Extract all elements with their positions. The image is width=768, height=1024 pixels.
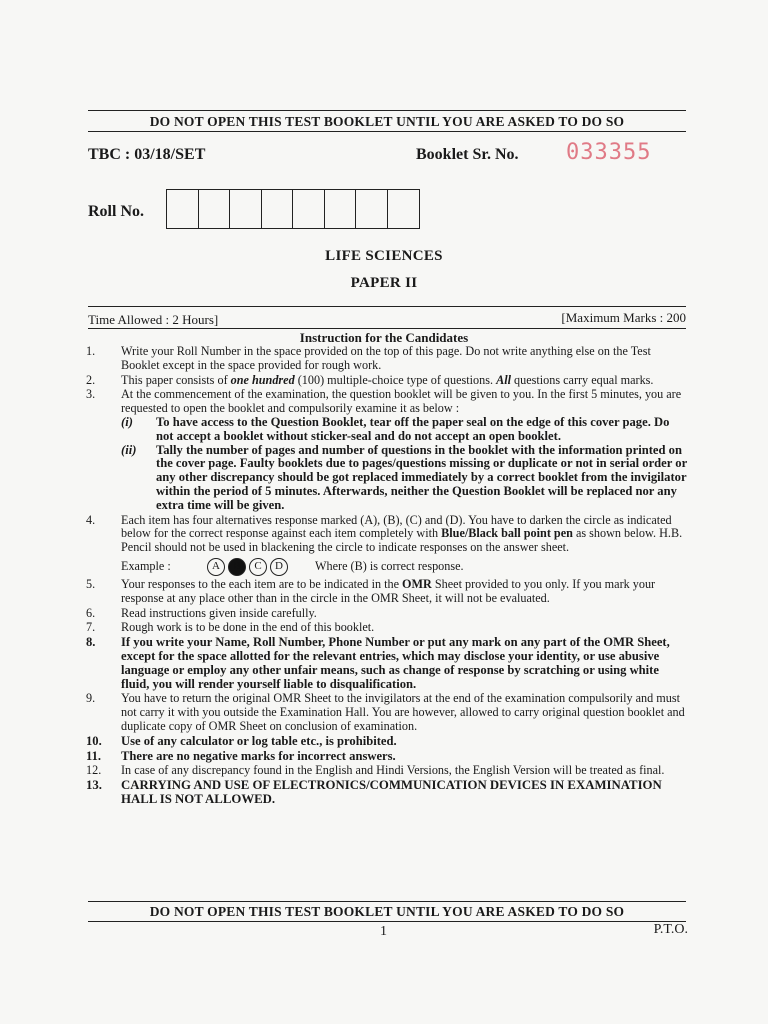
- instruction-number: 4.: [86, 512, 96, 527]
- instruction-8: [86, 636, 688, 691]
- bubble-b-filled: B: [228, 558, 246, 576]
- roll-number-box[interactable]: [325, 190, 357, 228]
- instruction-number: 11.: [86, 748, 102, 763]
- instruction-10: [86, 735, 688, 749]
- instruction-9: [86, 692, 688, 733]
- roll-number-box[interactable]: [230, 190, 262, 228]
- roll-number-box[interactable]: [262, 190, 294, 228]
- instructions-list: [86, 345, 688, 808]
- pto-label: P.T.O.: [653, 922, 688, 937]
- sub-instruction-number: (ii): [121, 442, 137, 457]
- example-label: Example :: [121, 559, 171, 574]
- sub-instruction-text: To have access to the Question Booklet, tear off the paper seal on the edge of this cover page. Do not accept a booklet without sticker-seal and do not accept an open booklet.: [156, 414, 670, 443]
- instruction-number: 8.: [86, 635, 96, 650]
- instruction-text: This paper consists of: [121, 372, 231, 387]
- instruction-number: 7.: [86, 620, 96, 635]
- instruction-3-i: [121, 416, 688, 444]
- tbc-code: TBC : 03/18/SET: [88, 146, 206, 163]
- instruction-text: There are no negative marks for incorrect answers.: [121, 748, 396, 763]
- instruction-text: Sheet provided to you only. If you mark your response at any place other than in the circle in the OMR Sheet, it will not be evaluated.: [121, 576, 656, 605]
- instruction-5: [86, 578, 688, 606]
- roll-number-boxes[interactable]: [166, 189, 420, 229]
- instruction-text: questions carry equal marks.: [510, 372, 654, 387]
- bubble-c: C: [249, 558, 267, 576]
- instructions-title: Instruction for the Candidates: [299, 330, 469, 345]
- top-rule: [88, 110, 686, 111]
- instruction-number: 6.: [86, 605, 96, 620]
- meta-rule-bottom: [88, 328, 686, 329]
- instruction-3-ii: [121, 444, 688, 513]
- instruction-1: [86, 345, 688, 373]
- instruction-emphasis: Blue/Black ball point pen: [441, 526, 573, 541]
- booklet-sr-number: 033355: [566, 140, 652, 165]
- instruction-text: You have to return the original OMR Sheet to the invigilators at the end of the examination compulsorily and must not carry it with you outside the Examination Hall. You are however, allowed to carry original question booklet and duplicate copy of OMR Sheet on conclusion of examination.: [121, 691, 685, 733]
- instruction-text: CARRYING AND USE OF ELECTRONICS/COMMUNICATION DEVICES IN EXAMINATION HALL IS NOT ALLOWED.: [121, 778, 662, 806]
- roll-number-box[interactable]: [356, 190, 388, 228]
- instruction-text: At the commencement of the examination, the question booklet will be given to you. In the first 5 minutes, you are requested to open the booklet and compulsorily examine it as below :: [121, 387, 682, 416]
- meta-rule-top: [88, 306, 686, 307]
- instruction-7: [86, 621, 688, 635]
- instruction-11: [86, 750, 688, 764]
- roll-number-box[interactable]: [199, 190, 231, 228]
- instruction-number: 10.: [86, 733, 102, 748]
- subject-title: LIFE SCIENCES: [325, 248, 443, 264]
- bottom-warning-banner: DO NOT OPEN THIS TEST BOOKLET UNTIL YOU ARE ASKED TO DO SO: [149, 904, 625, 919]
- instruction-text: Each item has four alternatives response marked (A), (B), (C) and (D). You have to darken the circle as indicated below for the correct response against each item completely with: [121, 512, 672, 541]
- sub-instruction-text: Tally the number of pages and number of questions in the booklet with the information printed on the cover page. Faulty booklets due to pages/questions missing or duplicate or not in serial order or any other discrepancy should be got replaced immediately by a correct booklet from the invigilator within the period of 5 minutes. Afterwards, neither the Question Booklet will be replaced nor any extra time will be given.: [156, 442, 687, 512]
- bubble-d: D: [270, 558, 288, 576]
- instruction-2: [86, 374, 688, 388]
- roll-number-box[interactable]: [388, 190, 420, 228]
- example-note: Where (B) is correct response.: [315, 559, 464, 574]
- roll-number-box[interactable]: [167, 190, 199, 228]
- instruction-text: Read instructions given inside carefully.: [121, 605, 317, 620]
- bottom-rule: [88, 901, 686, 902]
- instruction-number: 2.: [86, 372, 96, 387]
- roll-number-label: Roll No.: [88, 203, 144, 220]
- instruction-text: Rough work is to be done in the end of this booklet.: [121, 620, 375, 635]
- instruction-4: [86, 514, 688, 555]
- instruction-number: 3.: [86, 387, 96, 402]
- instruction-3: [86, 388, 688, 512]
- sub-instruction-number: (i): [121, 414, 133, 429]
- maximum-marks: [Maximum Marks : 200: [561, 310, 686, 325]
- instruction-number: 9.: [86, 691, 96, 706]
- booklet-sr-label: Booklet Sr. No.: [416, 146, 519, 163]
- instruction-text: Use of any calculator or log table etc., is prohibited.: [121, 733, 397, 748]
- example-row: [86, 556, 688, 578]
- instruction-text: Your responses to the each item are to be indicated in the: [121, 576, 403, 591]
- time-allowed: Time Allowed : 2 Hours]: [88, 312, 219, 327]
- top-rule-lower: [88, 131, 686, 132]
- instruction-emphasis: OMR: [402, 576, 432, 591]
- instruction-number: 5.: [86, 576, 96, 591]
- bubble-a: A: [207, 558, 225, 576]
- instruction-emphasis: All: [496, 372, 511, 387]
- instruction-emphasis: one hundred: [230, 372, 295, 387]
- instruction-text: Write your Roll Number in the space provided on the top of this page. Do not write anything else on the Test Booklet except in the space provided for rough work.: [121, 344, 651, 372]
- instruction-text: as shown below. H.B. Pencil should not be used in blackening the circle to indicate responses on the answer sheet.: [121, 526, 683, 555]
- instruction-number: 1.: [86, 344, 96, 358]
- instruction-12: [86, 764, 688, 778]
- instruction-text: In case of any discrepancy found in the English and Hindi Versions, the English Version will be treated as final.: [121, 763, 665, 778]
- instruction-text: If you write your Name, Roll Number, Phone Number or put any mark on any part of the OMR Sheet, except for the space allotted for the relevant entries, which may disclose your identity, or use abusive language or employ any other unfair means, such as change of response by scratching or using white fluid, you will render yourself liable to disqualification.: [121, 635, 670, 691]
- instruction-number: 13.: [86, 778, 102, 793]
- top-warning-banner: DO NOT OPEN THIS TEST BOOKLET UNTIL YOU ARE ASKED TO DO SO: [149, 114, 625, 129]
- instruction-6: [86, 607, 688, 621]
- bottom-rule-lower: [88, 921, 686, 922]
- instruction-text: (100) multiple-choice type of questions.: [294, 372, 497, 387]
- instruction-number: 12.: [86, 763, 102, 778]
- paper-title: PAPER II: [350, 275, 418, 291]
- page-number: 1: [380, 924, 387, 939]
- roll-number-box[interactable]: [293, 190, 325, 228]
- instruction-13: [86, 779, 688, 807]
